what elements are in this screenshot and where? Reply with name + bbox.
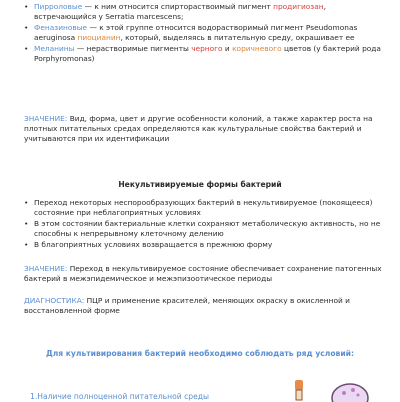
diagnostics-label: ДИАГНОСТИКА: <box>24 296 85 305</box>
nonculturable-list <box>24 198 384 251</box>
petri-dish-icon <box>330 376 370 402</box>
list-item-phenazine <box>24 23 384 43</box>
meaning2-paragraph <box>24 264 386 284</box>
phenazine-text-a: — к этой группе относится водорастворимый пигмент Pseudomonas aeruginosa <box>34 23 358 42</box>
melanin-text-a: — нерастворимые пигменты <box>74 44 192 53</box>
list-item <box>24 219 384 239</box>
prodigiosin-term: продигиозан <box>273 2 324 11</box>
bullet-text-2: В этом состоянии бактериальные клетки сохраняют метаболическую активность, но не способны к непрерывному клеточному делению <box>34 219 381 238</box>
bottom-item: 1.Наличие полноценной питательной среды <box>30 392 210 401</box>
meaning-text: Вид, форма, цвет и другие особенности колоний, а также характер роста на плотных питательных средах определяются как культуральные свойства бактерий и учитываются при их идентификации <box>24 114 373 143</box>
brown-term: коричневого <box>232 44 282 53</box>
dropper-icon <box>284 378 314 402</box>
diagnostics-paragraph <box>24 296 386 316</box>
pyocyanin-term: пиоцианин <box>77 33 121 42</box>
meaning-paragraph <box>24 114 386 144</box>
pyrrole-text-a: — к ним относится спиртораствоимый пигмент <box>82 2 274 11</box>
pyrrole-text-b: , встречающийся у Serratia marcescens; <box>34 2 326 21</box>
conditions-heading: Для культивирования бактерий необходимо соблюдать ряд условий: <box>45 349 355 358</box>
list-item-pyrrole <box>24 2 384 22</box>
pyrrole-label: Пирроловые <box>34 2 83 11</box>
bullet-text-3: В благоприятных условиях возвращается в прежнюю форму <box>34 240 273 249</box>
melanin-text-b: и <box>222 44 233 53</box>
meaning-label: ЗНАЧЕНИЕ: <box>24 114 68 123</box>
phenazine-text-b: , который, выделяясь в питательную среду, окрашивает ее <box>120 33 355 42</box>
phenazine-label: Феназиновые <box>34 23 88 32</box>
meaning2-label: ЗНАЧЕНИЕ: <box>24 264 68 273</box>
list-item <box>24 240 384 250</box>
section-title: Некультивируемые формы бактерий <box>118 180 282 189</box>
list-item <box>24 198 384 218</box>
list-item-melanin <box>24 44 384 64</box>
melanin-label: Меланины <box>34 44 75 53</box>
black-term: черного <box>191 44 223 53</box>
bullet-text-1: Переход некоторых неспорообразующих бактерий в некультивируемое (покоящееся) состояние при неблагоприятных условиях <box>34 198 373 217</box>
pigment-list <box>24 2 384 65</box>
melanin-text-c: цветов (у бактерий рода Porphyromonas) <box>34 44 381 63</box>
diagnostics-text: ПЦР и применение красителей, меняющих окраску в окисленной и восстановленной форме <box>24 296 350 315</box>
meaning2-text: Переход в некультивируемое состояние обеспечивает сохранение патогенных бактерий в межэпидемическое и межэпизоотическое периоды <box>24 264 382 283</box>
